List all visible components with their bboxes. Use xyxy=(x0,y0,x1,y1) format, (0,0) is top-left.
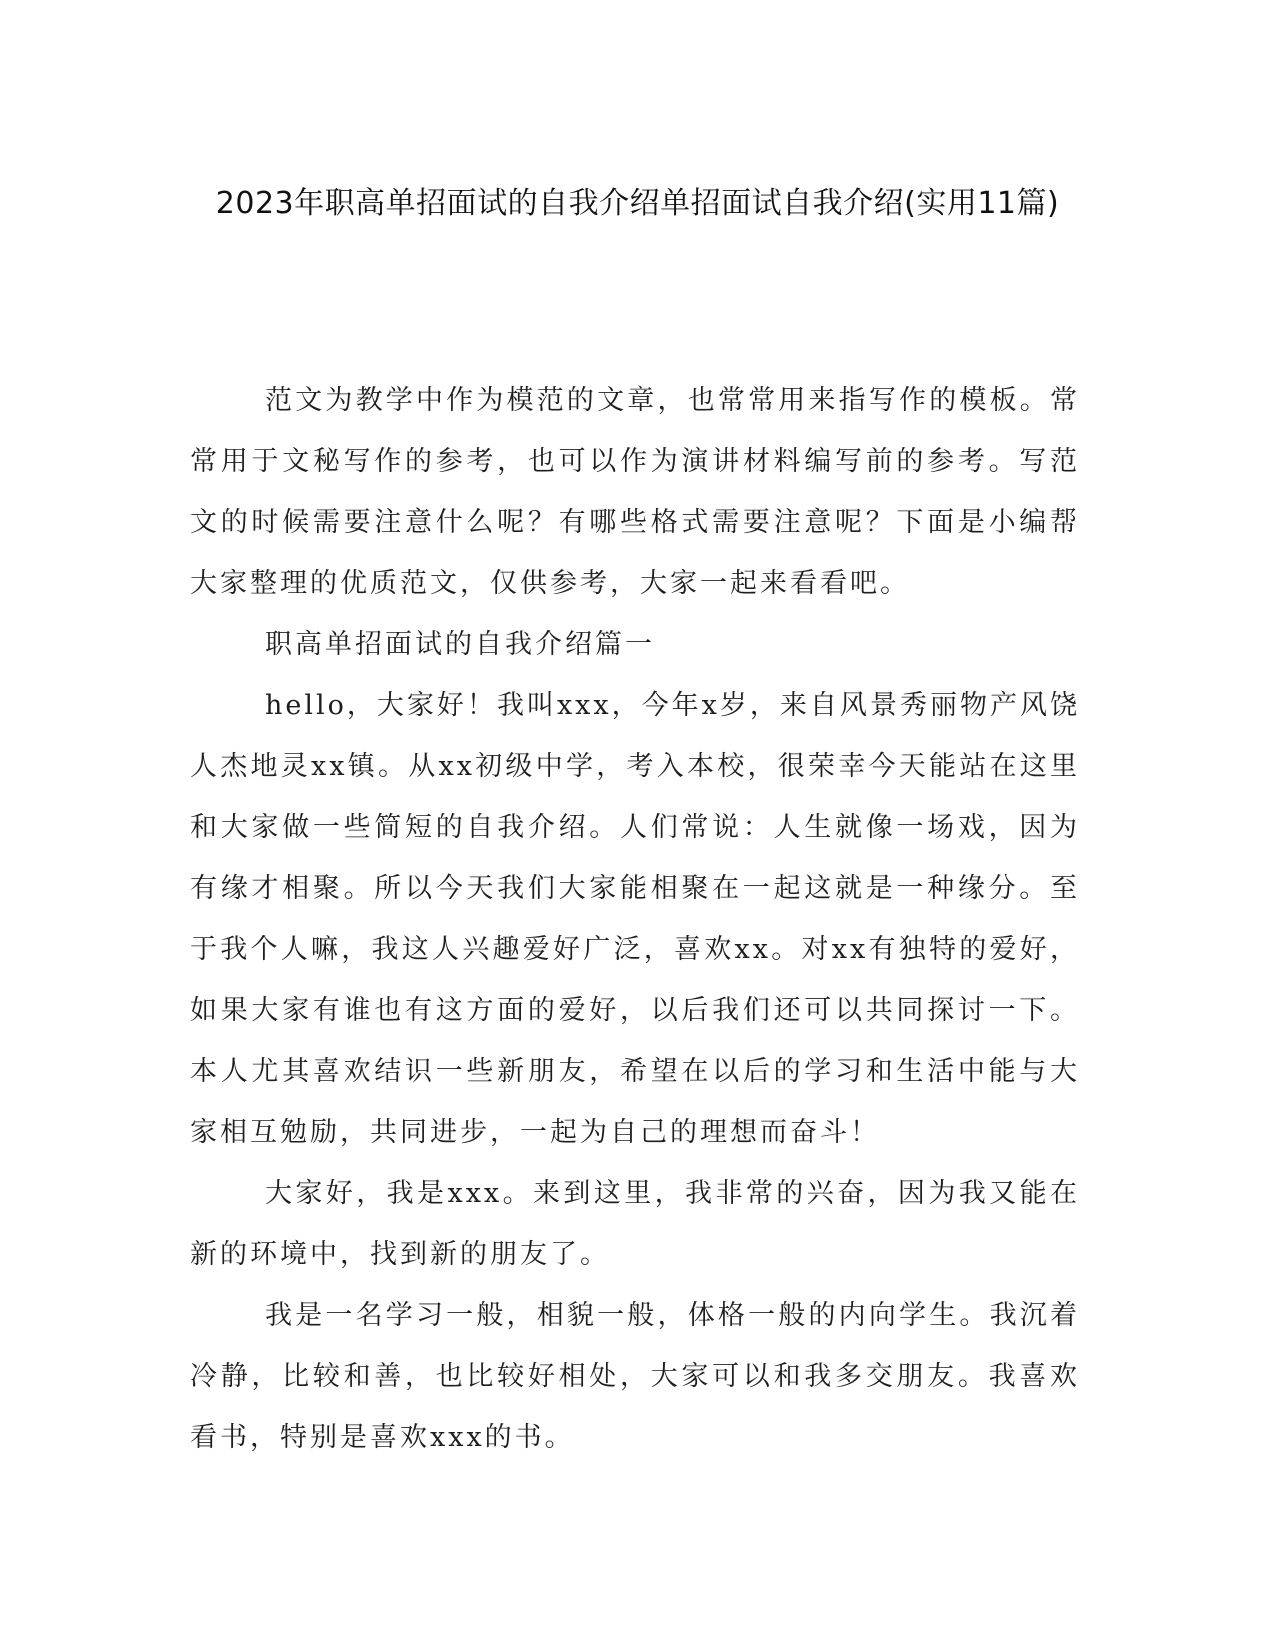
document-body xyxy=(190,370,1080,1468)
self-intro-paragraph-3: 我是一名学习一般，相貌一般，体格一般的内向学生。我沉着冷静，比较和善，也比较好相处，大家可以和我多交朋友。我喜欢看书，特别是喜欢xxx的书。 xyxy=(190,1300,1080,1453)
self-intro-paragraph-1: hello，大家好！我叫xxx，今年x岁，来自风景秀丽物产风饶人杰地灵xx镇。从xx初级中学，考入本校，很荣幸今天能站在这里和大家做一些简短的自我介绍。人们常说：人生就像一场戏，因为有缘才相聚。所以今天我们大家能相聚在一起这就是一种缘分。至于我个人嘛，我这人兴趣爱好广泛，喜欢xx。对xx有独特的爱好，如果大家有谁也有这方面的爱好，以后我们还可以共同探讨一下。本人尤其喜欢结识一些新朋友，希望在以后的学习和生活中能与大家相互勉励，共同进步，一起为自己的理想而奋斗！ xyxy=(190,690,1080,1148)
self-intro-paragraph-2: 大家好，我是xxx。来到这里，我非常的兴奋，因为我又能在新的环境中，找到新的朋友了。 xyxy=(190,1178,1080,1270)
section-heading: 职高单招面试的自我介绍篇一 xyxy=(265,629,655,660)
document-title: 2023年职高单招面试的自我介绍单招面试自我介绍(实用11篇) xyxy=(215,186,1060,221)
intro-paragraph: 范文为教学中作为模范的文章，也常常用来指写作的模板。常常用于文秘写作的参考，也可以作为演讲材料编写前的参考。写范文的时候需要注意什么呢？有哪些格式需要注意呢？下面是小编帮大家整理的优质范文，仅供参考，大家一起来看看吧。 xyxy=(190,385,1080,599)
